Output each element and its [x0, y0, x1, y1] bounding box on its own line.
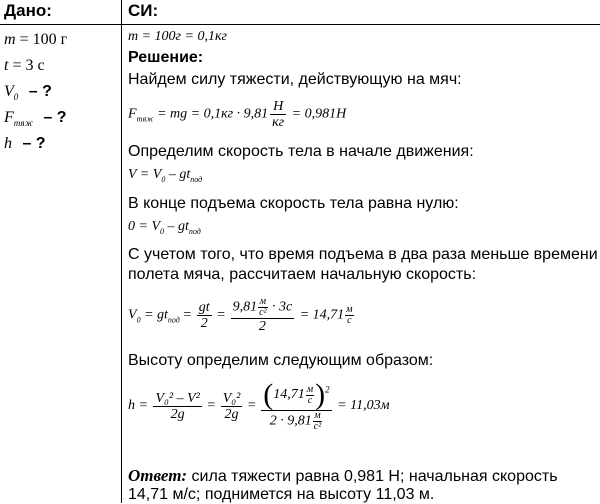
given-time: t = 3 с [4, 57, 45, 74]
solution-text-2: Определим скорость тела в начале движения: [128, 143, 474, 160]
si-conversion: m = 100г = 0,1кг [128, 29, 227, 44]
column-divider [121, 0, 122, 503]
formula-zero-velocity: $0 = V_0 - gt_{под}$ [128, 219, 201, 236]
given-force: $F_{тяж}$ – ? [4, 109, 67, 129]
answer-label: Ответ: [128, 466, 188, 485]
given-mass: m = 100 г [4, 31, 68, 48]
header-divider [0, 24, 600, 25]
solution-text-1: Найдем силу тяжести, действующую на мяч: [128, 71, 462, 88]
solution-title: Решение: [128, 49, 204, 66]
given-title: Дано: [4, 1, 52, 20]
formula-height: h = $\frac{\text{V₀² – V²}}{2g}$ = $\frac{\text{V₀²}}{2g}$ = (14,71 м с )$^2$ 2 · 9,81 м с² = 11,03м [128, 378, 390, 432]
formula-initial-velocity: $V_0 = gt_{под}$ = $\frac{gt}{2}$ = 9,81 м с² · 3с 2 = 14,71 м с [128, 296, 353, 334]
given-v0: $V_0$ – ? [4, 83, 52, 103]
given-height: h – ? [4, 135, 46, 152]
formula-gravity: $F_{тяж}$ = mg = 0,1кг · 9,81 $\frac{Н}{кг}$ = 0,981Н [128, 99, 347, 130]
answer [128, 467, 596, 504]
solution-text-4a: С учетом того, что время подъема в два раза меньше времени [128, 246, 598, 263]
solution-text-3: В конце подъема скорость тела равна нулю: [128, 195, 459, 212]
formula-velocity: $V = V_0 - gt_{под}$ [128, 167, 203, 184]
answer-text: сила тяжести равна 0,981 Н; начальная скорость 14,71 м/с; поднимется на высоту 11,03 м. [128, 468, 558, 503]
solution-text-5: Высоту определим следующим образом: [128, 352, 434, 369]
si-title: СИ: [128, 1, 159, 20]
solution-text-4b: полета мяча, рассчитаем начальную скорость: [128, 266, 477, 283]
